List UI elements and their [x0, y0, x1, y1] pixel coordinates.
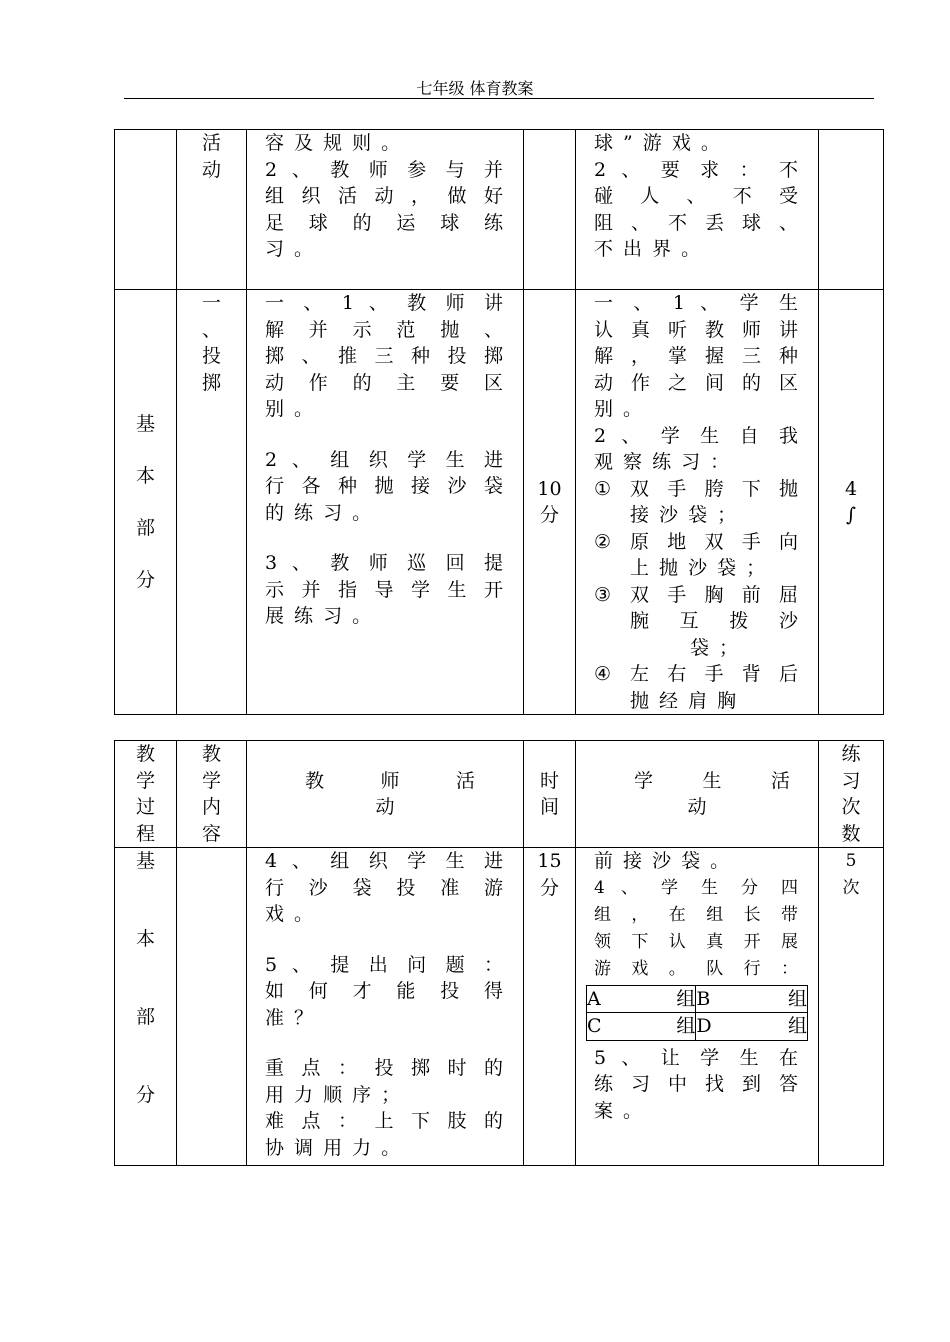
list-item: ① 双 手 胯 下 抛 [594, 477, 800, 500]
group-b: B组 [696, 985, 808, 1013]
content-cell [177, 848, 247, 1166]
student-activity-cell: 球 ” 游 戏 。 2 、 要 求 ： 不 碰 人 、 不 受 阻 、 不 丢 球 、 不 出 界 。 [576, 130, 819, 290]
header-content: 教 学 内 容 [177, 741, 247, 848]
header-count: 练 习 次 数 [819, 741, 884, 848]
teacher-activity-cell: 一 、 1 、 教 师 讲 解 并 示 范 抛 、 掷 、 推 三 种 投 掷 动 作 的 主 要 区 别 。 2 、 组 织 学 生 进 行 各 种 抛 接 沙 袋 的 练 习 。 3 、 教 师 巡 回 提 示 并 指 导 学 生 开 展 练 习 。 [247, 290, 524, 715]
header-rule [124, 98, 874, 99]
count-cell [819, 130, 884, 290]
group-table [586, 985, 808, 1041]
process-cell [115, 130, 177, 290]
header-process: 教 学 过 程 [115, 741, 177, 848]
header-student: 学 生 活 动 [576, 741, 819, 848]
student-activity-cell: 前 接 沙 袋 。 4 、 学 生 分 四 组 ， 在 组 长 带 领 下 认 真 开 展 游 戏 。 队 行 ： A组 B组 C组 D组 5 、 让 学 生 在 练 习 中 找 到 答 案 。 [576, 848, 819, 1166]
content-cell: 一 、 投 掷 [177, 290, 247, 715]
count-cell: 5 次 [819, 848, 884, 1166]
lesson-table-1 [114, 129, 884, 715]
list-item: ③ 双 手 胸 前 屈 [594, 583, 800, 606]
time-cell: 15 分 [524, 848, 576, 1166]
table-row [115, 848, 884, 1166]
page-header: 七年级 体育教案 [416, 79, 534, 98]
count-cell: 4 ∫ [819, 290, 884, 715]
table-header-row [115, 741, 884, 848]
time-cell: 10 分 [524, 290, 576, 715]
table-row [115, 130, 884, 290]
group-d: D组 [696, 1013, 808, 1041]
time-cell [524, 130, 576, 290]
list-item: ④ 左 右 手 背 后 [594, 663, 800, 685]
header-time: 时 间 [524, 741, 576, 848]
list-item: ② 原 地 双 手 向 [594, 530, 800, 553]
lesson-table-2 [114, 740, 884, 1166]
teacher-activity-cell: 容 及 规 则 。 2 、 教 师 参 与 并 组 织 活 动 ， 做 好 足 球 的 运 球 练 习 。 [247, 130, 524, 290]
content-cell: 活 动 [177, 130, 247, 290]
teacher-activity-cell: 4 、 组 织 学 生 进 行 沙 袋 投 准 游 戏 。 5 、 提 出 问 题 ： 如 何 才 能 投 得 准 ？ 重 点 ： 投 掷 时 的 用 力 顺 序 ； 难 点 ： 上 下 肢 的 协 调 用 力 。 [247, 848, 524, 1166]
table-row [115, 290, 884, 715]
group-c: C组 [587, 1013, 696, 1041]
header-teacher: 教 师 活 动 [247, 741, 524, 848]
process-cell: 基 本 部 分 [115, 848, 177, 1166]
process-cell: 基 本 部 分 [115, 290, 177, 715]
student-activity-cell: 一 、 1 、 学 生 认 真 听 教 师 讲 解 ， 掌 握 三 种 动 作 之 间 的 区 别 。 2 、 学 生 自 我 观 察 练 习 ： ① 双 手 胯 下 抛 接 沙 袋 ； ② 原 地 双 手 向 上 抛 沙 袋 ； ③ 双 手 胸 前 屈 腕 互 拨 沙 袋 ； ④ 左 右 手 背 后 抛 经 肩 胸 [576, 290, 819, 715]
group-a: A组 [587, 985, 696, 1013]
